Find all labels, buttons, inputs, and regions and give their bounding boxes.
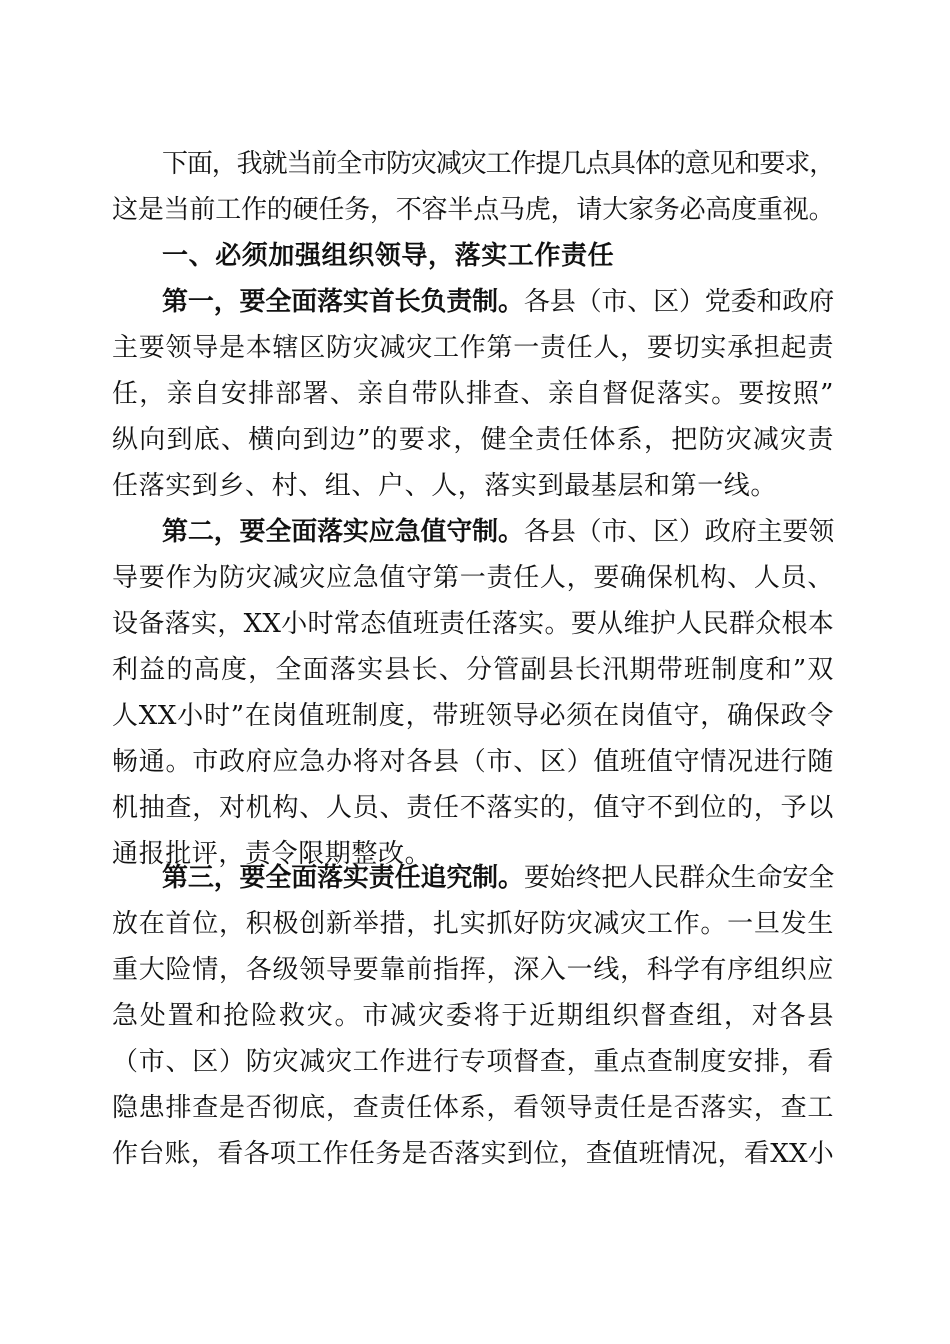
paragraph-1-line-1: 第一，要全面落实首长负责制。各县（市、区）党委和政府	[162, 287, 834, 317]
paragraph-3-line-7: 作台账，看各项工作任务是否落实到位，查值班情况，看XX小	[112, 1139, 834, 1169]
paragraph-3-line-1: 第三，要全面落实责任追究制。要始终把人民群众生命安全	[162, 863, 834, 893]
paragraph-1-line-4: 纵向到底、横向到边”的要求，健全责任体系，把防灾减灾责	[112, 425, 834, 455]
paragraph-2-line-2: 导要作为防灾减灾应急值守第一责任人，要确保机构、人员、	[112, 563, 834, 593]
paragraph-intro-line-2: 这是当前工作的硬任务，不容半点马虎，请大家务必高度重视。	[112, 195, 835, 225]
paragraph-3-line-5: （市、区）防灾减灾工作进行专项督查，重点查制度安排，看	[112, 1047, 834, 1077]
paragraph-3-line-3: 重大险情，各级领导要靠前指挥，深入一线，科学有序组织应	[112, 955, 834, 985]
paragraph-2-line-3: 设备落实，XX小时常态值班责任落实。要从维护人民群众根本	[112, 609, 834, 639]
paragraph-2-line-6: 畅通。市政府应急办将对各县（市、区）值班值守情况进行随	[112, 747, 834, 777]
paragraph-2-line-1: 第二，要全面落实应急值守制。各县（市、区）政府主要领	[162, 517, 834, 547]
paragraph-1-lead: 第一，要全面落实首长负责制。	[162, 287, 524, 317]
paragraph-1-line-5: 任落实到乡、村、组、户、人，落实到最基层和第一线。	[112, 471, 778, 501]
paragraph-intro-line-1: 下面，我就当前全市防灾减灾工作提几点具体的意见和要求，	[162, 149, 834, 179]
section-heading: 一、必须加强组织领导，落实工作责任	[162, 241, 615, 271]
paragraph-2-line-4: 利益的高度，全面落实县长、分管副县长汛期带班制度和”双	[112, 655, 834, 685]
paragraph-2-line-7: 机抽查，对机构、人员、责任不落实的，值守不到位的，予以	[112, 793, 834, 823]
paragraph-2-line-5: 人XX小时”在岗值班制度，带班领导必须在岗值守，确保政令	[112, 701, 834, 731]
paragraph-3-line-4: 急处置和抢险救灾。市减灾委将于近期组织督查组，对各县	[112, 1001, 834, 1031]
paragraph-3-line-6: 隐患排查是否彻底，查责任体系，看领导责任是否落实，查工	[112, 1093, 834, 1123]
paragraph-1-line-2: 主要领导是本辖区防灾减灾工作第一责任人，要切实承担起责	[112, 333, 834, 363]
paragraph-3-lead: 第三，要全面落实责任追究制。	[162, 863, 524, 893]
paragraph-2-line-8: 通报批评，责令限期整改。	[112, 839, 432, 869]
paragraph-2-lead: 第二，要全面落实应急值守制。	[162, 517, 524, 547]
paragraph-1-line-3: 任，亲自安排部署、亲自带队排查、亲自督促落实。要按照”	[112, 379, 834, 409]
paragraph-3-line-2: 放在首位，积极创新举措，扎实抓好防灾减灾工作。一旦发生	[112, 909, 834, 939]
